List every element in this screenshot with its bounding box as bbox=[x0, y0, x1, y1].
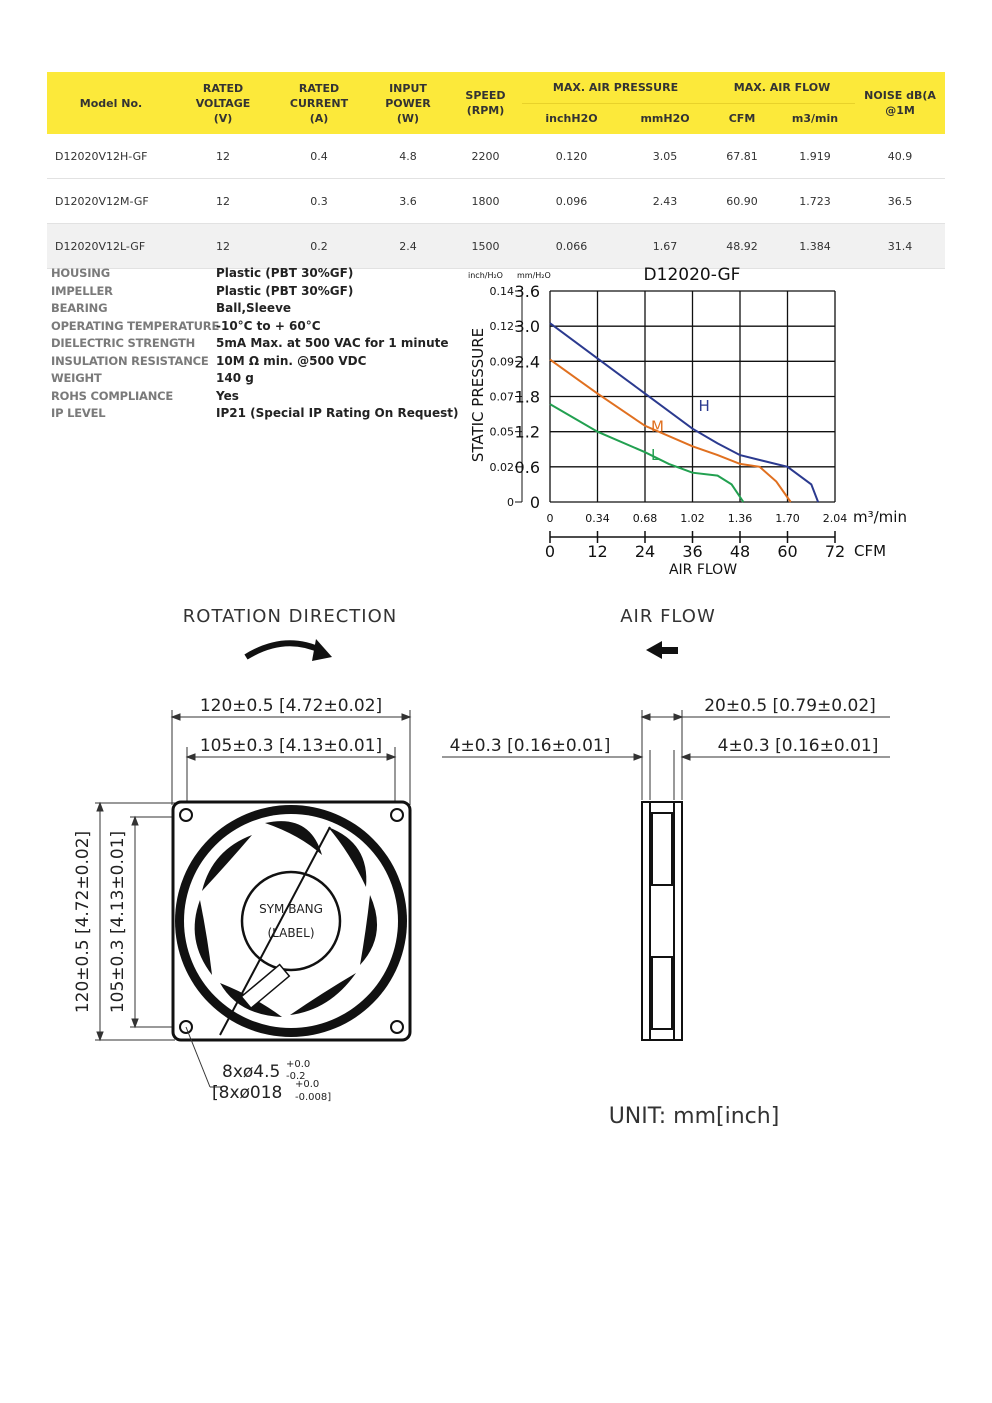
series-line-m bbox=[550, 360, 791, 502]
property-row bbox=[51, 319, 451, 337]
header-flow: MAX. AIR FLOW bbox=[709, 72, 855, 103]
hole-tol-inch-bot: -0.008] bbox=[295, 1092, 332, 1103]
y-tick-label-inch: 0.09 bbox=[489, 355, 514, 369]
x-tick-label-cfm: 72 bbox=[824, 542, 846, 561]
y-tick-label-mm: 3.6 bbox=[514, 282, 540, 301]
flange-left-label: 4±0.3 [0.16±0.01] bbox=[449, 736, 611, 756]
y-tick-label-inch: 0.12 bbox=[489, 320, 514, 334]
cell-cfm: 67.81 bbox=[709, 134, 775, 179]
header-inch-h2o: inchH2O bbox=[522, 103, 621, 134]
property-label: BEARING bbox=[51, 301, 108, 315]
cell-cfm: 48.92 bbox=[709, 224, 775, 269]
cell-mm: 2.43 bbox=[621, 179, 709, 224]
property-label: IP LEVEL bbox=[51, 406, 106, 420]
property-value: Ball,Sleeve bbox=[216, 301, 292, 315]
hole-spec-inch: [8xø018 bbox=[212, 1083, 283, 1103]
fan-frame bbox=[173, 802, 410, 1040]
height-inner-label: 105±0.3 [4.13±0.01] bbox=[108, 830, 128, 1014]
chart-series bbox=[550, 323, 818, 502]
header-m3-min: m3/min bbox=[775, 103, 855, 134]
y-unit-mm: mm/H₂O bbox=[517, 271, 551, 280]
property-row bbox=[51, 284, 451, 302]
cell-noise: 36.5 bbox=[855, 179, 945, 224]
height-outer-label: 120±0.5 [4.72±0.02] bbox=[73, 830, 93, 1014]
y-tick-label-mm: 1.8 bbox=[514, 387, 540, 407]
property-label: HOUSING bbox=[51, 266, 110, 280]
cell-power: 3.6 bbox=[367, 179, 449, 224]
cell-speed: 1500 bbox=[449, 224, 522, 269]
cell-m3: 1.723 bbox=[775, 179, 855, 224]
hole-tol-mm-bot: -0.2 bbox=[286, 1071, 306, 1082]
cell-power: 4.8 bbox=[367, 134, 449, 179]
airflow-label: AIR FLOW bbox=[620, 606, 716, 627]
y-tick-label-inch: 0.02 bbox=[489, 460, 514, 474]
hub-label-text: (LABEL) bbox=[267, 926, 315, 940]
cell-current: 0.2 bbox=[271, 224, 367, 269]
cell-voltage: 12 bbox=[175, 224, 271, 269]
cell-inch: 0.096 bbox=[522, 179, 621, 224]
y-tick-label-mm: 0 bbox=[529, 493, 540, 512]
property-value: Plastic (PBT 30%GF) bbox=[216, 283, 354, 298]
cell-mm: 1.67 bbox=[621, 224, 709, 269]
x-tick-label-m3: 2.04 bbox=[822, 512, 848, 525]
cell-voltage: 12 bbox=[175, 179, 271, 224]
x-tick-label-m3: 0.34 bbox=[585, 512, 610, 525]
airflow-arrow-icon bbox=[646, 641, 678, 659]
fan-front-view bbox=[60, 595, 450, 1115]
hole-tol-mm-top: +0.0 bbox=[286, 1059, 311, 1070]
cell-cfm: 60.90 bbox=[709, 179, 775, 224]
cell-noise: 31.4 bbox=[855, 224, 945, 269]
cell-m3: 1.384 bbox=[775, 224, 855, 269]
property-label: WEIGHT bbox=[51, 371, 102, 385]
header-power: INPUT POWER (W) bbox=[367, 72, 449, 134]
header-pressure: MAX. AIR PRESSURE bbox=[522, 72, 709, 103]
x-tick-label-cfm: 24 bbox=[634, 542, 656, 561]
cell-model: D12020V12L-GF bbox=[47, 224, 175, 269]
unit-label: UNIT: mm[inch] bbox=[608, 1104, 780, 1129]
x-tick-label-cfm: 12 bbox=[587, 542, 608, 561]
property-label: OPERATING TEMPERATURE bbox=[51, 318, 220, 333]
table-row bbox=[47, 134, 945, 179]
x-tick-label-m3: 1.36 bbox=[727, 512, 753, 525]
cell-model: D12020V12M-GF bbox=[47, 179, 175, 224]
rotation-arrow-icon bbox=[246, 639, 332, 661]
header-cfm: CFM bbox=[709, 103, 775, 134]
property-row bbox=[51, 301, 451, 319]
property-list bbox=[51, 266, 459, 424]
header-voltage: RATED VOLTAGE (V) bbox=[175, 72, 271, 134]
y-tick-label-mm: 1.2 bbox=[514, 422, 540, 442]
hub-label-brand: SYM BANG bbox=[259, 902, 323, 916]
property-row bbox=[51, 389, 451, 407]
x-unit-m3: m³/min bbox=[853, 508, 907, 526]
cell-noise: 40.9 bbox=[855, 134, 945, 179]
x-tick-label-cfm: 36 bbox=[682, 542, 703, 561]
x-tick-label-m3: 1.02 bbox=[680, 512, 705, 525]
hole-tol-inch-top: +0.0 bbox=[295, 1079, 320, 1090]
cell-inch: 0.120 bbox=[522, 134, 621, 179]
y-tick-label-mm: 3.0 bbox=[514, 317, 540, 337]
fan-side-outline bbox=[642, 802, 682, 1040]
chart-ticks bbox=[490, 282, 848, 561]
property-label: INSULATION RESISTANCE bbox=[51, 353, 209, 368]
header-current: RATED CURRENT (A) bbox=[271, 72, 367, 134]
x-tick-label-cfm: 48 bbox=[729, 542, 751, 561]
flange-right-label: 4±0.3 [0.16±0.01] bbox=[717, 736, 879, 756]
property-value: 10M Ω min. @500 VDC bbox=[216, 353, 367, 368]
width-outer-label: 120±0.5 [4.72±0.02] bbox=[199, 696, 383, 716]
cell-inch: 0.066 bbox=[522, 224, 621, 269]
hole-spec-mm: 8xø4.5 bbox=[222, 1062, 281, 1082]
property-row bbox=[51, 336, 451, 354]
x-axis-label: AIR FLOW bbox=[668, 562, 738, 578]
y-unit-inch: inch/H₂O bbox=[468, 271, 503, 280]
pq-chart bbox=[460, 260, 930, 585]
cell-mm: 3.05 bbox=[621, 134, 709, 179]
cell-m3: 1.919 bbox=[775, 134, 855, 179]
property-value: 5mA Max. at 500 VAC for 1 minute bbox=[216, 336, 449, 350]
y-tick-label-mm: 0.6 bbox=[514, 457, 540, 477]
cell-current: 0.3 bbox=[271, 179, 367, 224]
header-mm-h2o: mmH2O bbox=[621, 103, 709, 134]
chart-title: D12020-GF bbox=[643, 265, 741, 285]
cell-power: 2.4 bbox=[367, 224, 449, 269]
cell-voltage: 12 bbox=[175, 134, 271, 179]
x-tick-label-cfm: 60 bbox=[777, 542, 798, 561]
header-model: Model No. bbox=[47, 72, 175, 134]
x-tick-label-m3: 1.70 bbox=[775, 512, 800, 525]
y-tick-label-inch: 0.05 bbox=[489, 425, 514, 439]
header-speed: SPEED (RPM) bbox=[449, 72, 522, 134]
y-axis-label: STATIC PRESSURE bbox=[469, 327, 487, 463]
property-value: Plastic (PBT 30%GF) bbox=[216, 266, 354, 280]
property-row bbox=[51, 406, 459, 424]
x-unit-cfm: CFM bbox=[854, 542, 887, 560]
property-label: IMPELLER bbox=[51, 283, 113, 298]
property-row bbox=[51, 371, 451, 389]
property-row bbox=[51, 266, 451, 284]
property-row bbox=[51, 354, 451, 372]
series-label-l: L bbox=[651, 445, 660, 464]
x-tick-label-cfm: 0 bbox=[544, 542, 556, 561]
x-tick-label-m3: 0.68 bbox=[632, 512, 658, 525]
x-tick-label-m3: 0 bbox=[546, 512, 554, 525]
width-inner-label: 105±0.3 [4.13±0.01] bbox=[199, 736, 383, 756]
table-row bbox=[47, 179, 945, 224]
property-value: Yes bbox=[216, 388, 239, 403]
property-label: DIELECTRIC STRENGTH bbox=[51, 336, 196, 350]
cell-model: D12020V12H-GF bbox=[47, 134, 175, 179]
cell-speed: 1800 bbox=[449, 179, 522, 224]
spec-table bbox=[47, 72, 945, 269]
rotation-label: ROTATION DIRECTION bbox=[182, 606, 398, 627]
y-tick-label-inch: 0 bbox=[507, 496, 514, 509]
fan-side-view bbox=[430, 595, 910, 1135]
property-value: IP21 (Special IP Rating On Request) bbox=[216, 406, 459, 420]
header-noise: NOISE dB(A @1M bbox=[855, 72, 945, 134]
depth-label: 20±0.5 [0.79±0.02] bbox=[704, 696, 876, 716]
series-label-h: H bbox=[698, 397, 710, 416]
cell-current: 0.4 bbox=[271, 134, 367, 179]
property-label: ROHS COMPLIANCE bbox=[51, 388, 174, 403]
y-tick-label-mm: 2.4 bbox=[514, 352, 540, 372]
y-tick-label-inch: 0.14 bbox=[489, 285, 514, 298]
series-line-h bbox=[550, 323, 818, 502]
cell-speed: 2200 bbox=[449, 134, 522, 179]
y-tick-label-inch: 0.07 bbox=[489, 390, 514, 404]
series-label-m: M bbox=[651, 417, 664, 436]
property-value: -10°C to + 60°C bbox=[216, 318, 321, 333]
property-value: 140 g bbox=[216, 371, 254, 385]
